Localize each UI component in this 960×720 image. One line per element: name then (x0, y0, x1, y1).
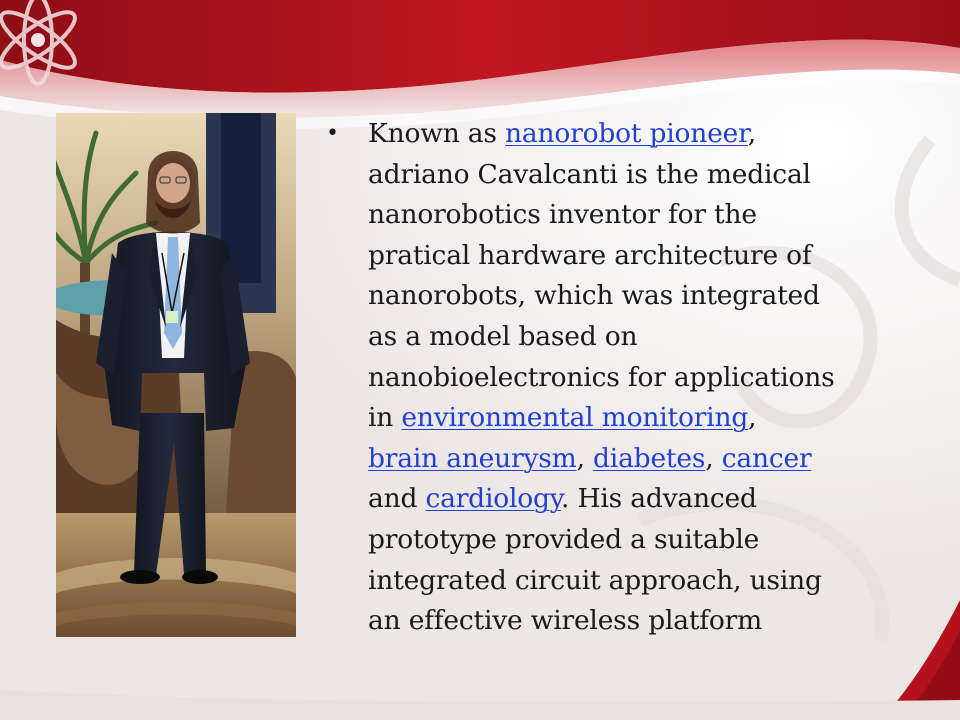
text-segment: , (576, 442, 594, 474)
text-line (368, 479, 886, 520)
link-brain-aneurysm[interactable]: brain aneurysm (368, 442, 577, 474)
text-line (368, 276, 886, 317)
text-segment: , (747, 118, 756, 149)
text-line (368, 114, 886, 155)
text-segment: an effective wireless platform (368, 605, 763, 637)
bullet-point: • (326, 121, 339, 146)
text-segment: . His advanced (561, 483, 757, 515)
text-segment: Known as (368, 118, 506, 149)
text-segment: integrated circuit approach, using (368, 564, 822, 596)
text-segment: , (748, 402, 757, 434)
text-segment: adriano Cavalcanti is the medical (368, 158, 811, 190)
portrait-photo (56, 113, 296, 637)
link-diabetes[interactable]: diabetes (593, 442, 706, 474)
link-nanorobot-pioneer[interactable]: nanorobot pioneer (505, 118, 748, 149)
text-line (368, 195, 886, 236)
text-segment: pratical hardware architecture of (368, 239, 812, 271)
bullet-text-block (326, 114, 886, 642)
link-environmental-monitoring[interactable]: environmental monitoring (401, 402, 749, 434)
link-cardiology[interactable]: cardiology (425, 483, 562, 515)
text-segment: nanorobots, which was integrated (368, 280, 820, 312)
text-line (368, 155, 886, 196)
text-line (368, 398, 886, 439)
link-cancer[interactable]: cancer (721, 442, 812, 474)
text-line (368, 520, 886, 561)
bullet-paragraph (368, 114, 886, 642)
text-segment: as a model based on (368, 320, 638, 352)
text-segment: and (368, 483, 426, 515)
text-line (368, 561, 886, 602)
text-line (368, 601, 886, 642)
text-line (368, 439, 886, 480)
text-line (368, 317, 886, 358)
text-segment: prototype provided a suitable (368, 523, 760, 555)
text-segment: nanobioelectronics for applications (368, 361, 835, 393)
text-line (368, 236, 886, 277)
text-segment: , (705, 442, 722, 474)
text-segment: nanorobotics inventor for the (368, 199, 757, 231)
text-segment: in (368, 402, 402, 434)
text-line (368, 358, 886, 399)
